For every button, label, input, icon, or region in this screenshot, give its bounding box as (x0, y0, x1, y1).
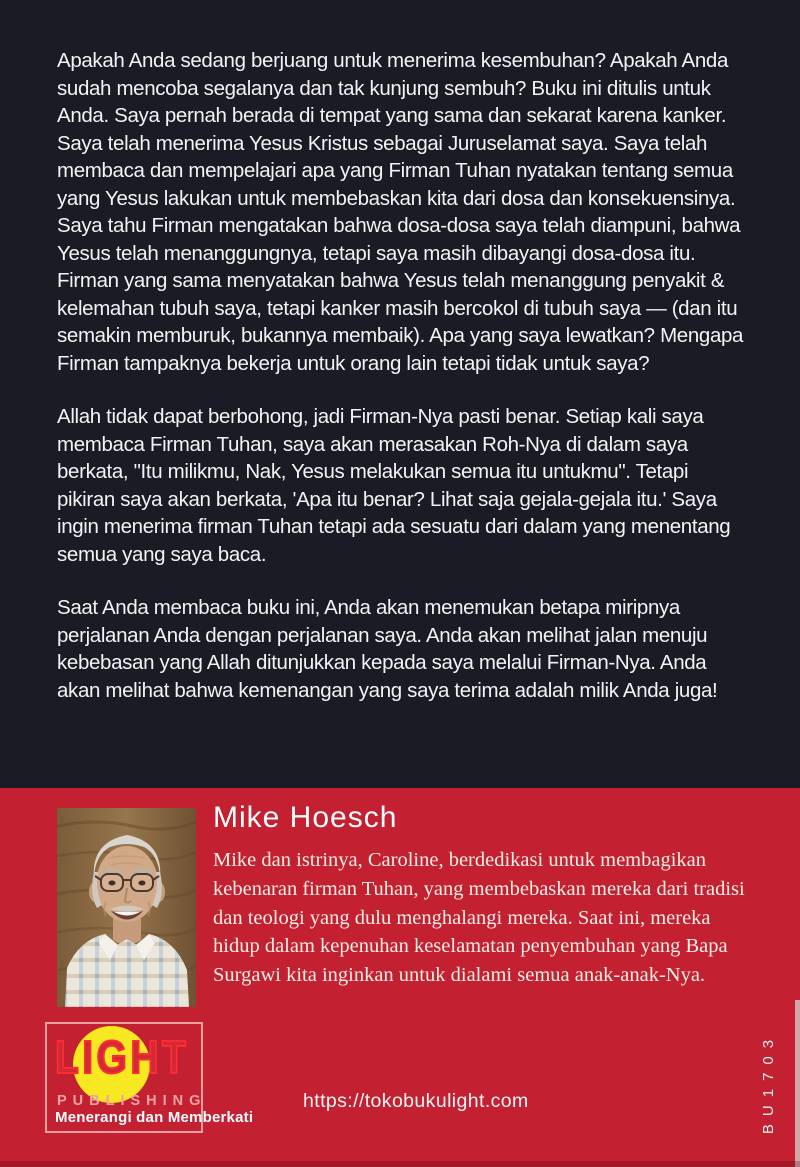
author-name: Mike Hoesch (213, 801, 398, 834)
website-url: https://tokobukulight.com (303, 1090, 529, 1112)
product-code: BU1703 (760, 1031, 777, 1135)
author-photo (57, 808, 196, 1007)
publisher-name: LIGHT (55, 1031, 190, 1083)
author-bio: Mike dan istrinya, Caroline, berdedikasi untuk membagikan kebenaran firman Tuhan, yang membebaskan mereka dari tradisi dan teologi yang dulu menghalangi mereka. Saat ini, mereka hidup dalam kepenuhan keselamatan penyembuhan yang Bapa Surgawi kita inginkan untuk dialami semua anak-anak-Nya. (213, 849, 745, 987)
synopsis-paragraph-1: Apakah Anda sedang berjuang untuk menerima kesembuhan? Apakah Anda sudah mencoba segalanya dan tak kunjung sembuh? Buku ini ditulis untuk Anda. Saya pernah berada di tempat yang sama dan sekarat karena kanker. Saya telah menerima Yesus Kristus sebagai Juruselamat saya. Saya telah membaca dan mempelajari apa yang Firman Tuhan nyatakan tentang semua yang Yesus lakukan untuk membebaskan kita dari dosa dan konsekuensinya. Saya tahu Firman mengatakan bahwa dosa-dosa saya telah diampuni, bahwa Yesus telah menanggungnya, tetapi saya masih dibayangi dosa-dosa itu. Firman yang sama menyatakan bahwa Yesus telah menanggung penyakit & kelemahan tubuh saya, tetapi kanker masih bercokol di tubuh saya — (dan itu semakin memburuk, bukannya membaik). Apa yang saya lewatkan? Mengapa Firman tampaknya bekerja untuk orang lain tetapi tidak untuk saya? (57, 49, 744, 375)
synopsis-paragraph-2: Allah tidak dapat berbohong, jadi Firman-Nya pasti benar. Setiap kali saya membaca Firman Tuhan, saya akan merasakan Roh-Nya di dalam saya berkata, "Itu milikmu, Nak, Yesus melakukan semua itu untukmu". Tetapi pikiran saya akan berkata, 'Apa itu benar? Lihat saja gejala-gejala itu.' Saya ingin menerima firman Tuhan tetapi ada sesuatu dari dalam yang menentang semua yang saya baca. (57, 405, 731, 566)
synopsis-paragraph-3: Saat Anda membaca buku ini, Anda akan menemukan betapa miripnya perjalanan Anda dengan perjalanan saya. Anda akan melihat jalan menuju kebebasan yang Allah ditunjukkan kepada saya melalui Firman-Nya. Anda akan melihat bahwa kemenangan yang saya terima adalah milik Anda juga! (57, 596, 718, 702)
publisher-tagline: Menerangi dan Memberkati (55, 1109, 254, 1126)
page-edge-artifact (795, 1000, 800, 1167)
publisher-type: PUBLISHING (57, 1093, 207, 1109)
author-publisher-section (0, 788, 800, 1167)
synopsis-text (57, 47, 751, 730)
bottom-edge-shade (0, 1161, 800, 1167)
publisher-logo (45, 1022, 254, 1133)
